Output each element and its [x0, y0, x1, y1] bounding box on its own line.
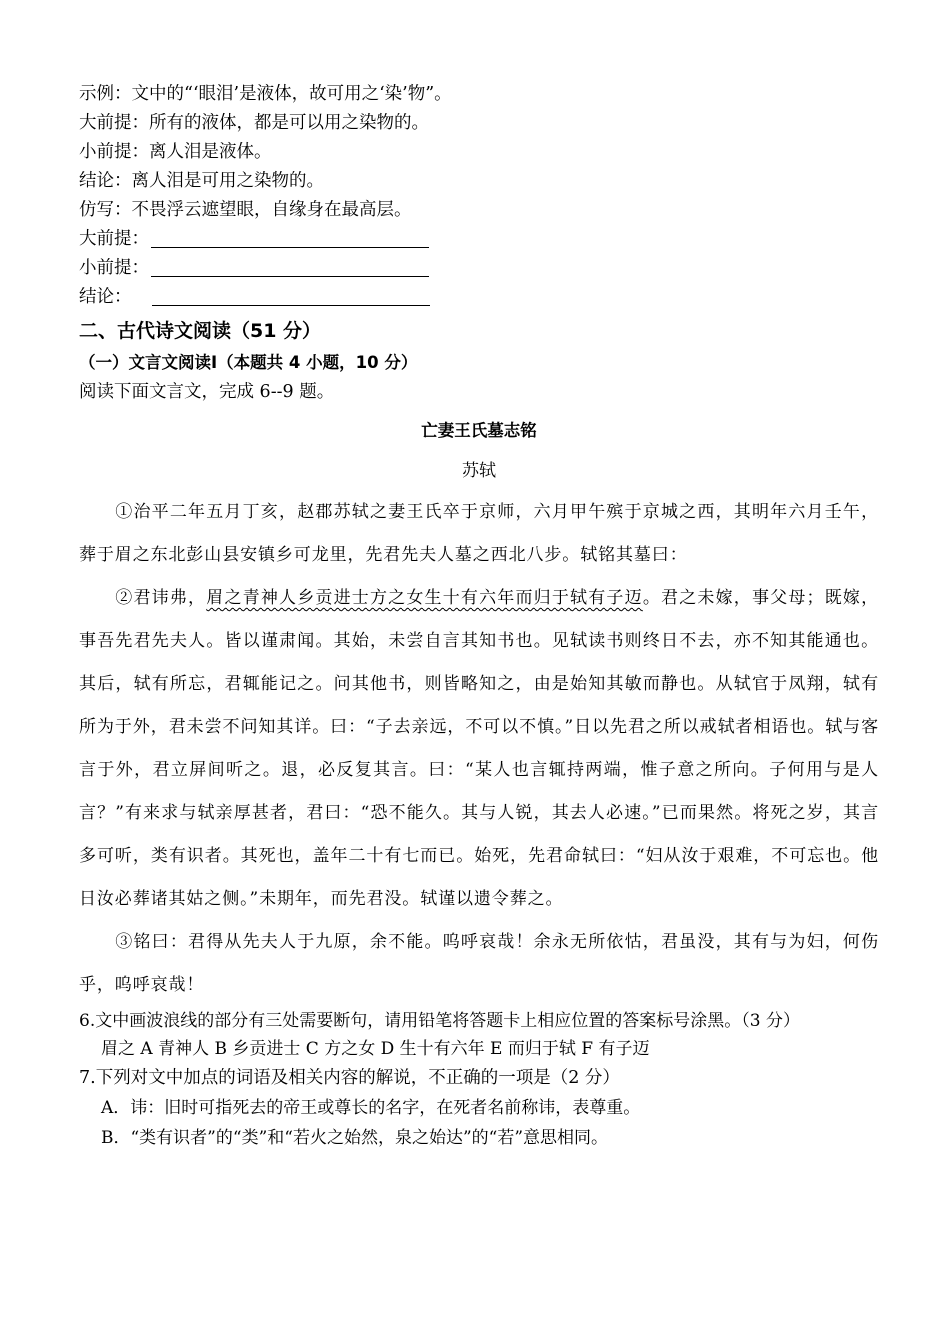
section-subheading: （一）文言文阅读Ⅰ（本题共 4 小题，10 分）: [79, 353, 418, 372]
passage-paragraph-2: [79, 577, 879, 921]
paragraph-2-start: ②君讳弗，: [115, 588, 207, 608]
minor-premise-line: 小前提：离人泪是液体。: [79, 142, 272, 162]
example-line: 示例：文中的“‘眼泪’是液体，故可用之‘染’物”。: [79, 84, 452, 104]
passage-paragraph-1: [79, 491, 879, 577]
imitation-prompt: 仿写：不畏浮云遮望眼，自缘身在最高层。: [79, 200, 412, 220]
question-7: 7.下列对文中加点的词语及相关内容的解说，不正确的一项是（2 分）: [79, 1068, 620, 1088]
major-premise-line: 大前提：所有的液体，都是可以用之染物的。: [79, 113, 429, 133]
passage-title: 亡妻王氏墓志铭: [421, 421, 537, 440]
question-6-options: 眉之 A 青神人 B 乡贡进士 C 方之女 D 生十有六年 E 而归于轼 F 有子迈: [101, 1039, 650, 1059]
minor-premise-blank-row: [79, 254, 879, 283]
paragraph-1-text: ①治平二年五月丁亥，赵郡苏轼之妻王氏卒于京师，六月甲午殡于京城之西，其明年六月壬午，葬于眉之东北彭山县安镇乡可龙里，先君先夫人墓之西北八步。轼铭其墓曰：: [79, 502, 879, 565]
passage-paragraph-3: [79, 921, 879, 1007]
question-6: 6.文中画波浪线的部分有三处需要断句，请用铅笔将答题卡上相应位置的答案标号涂黑。（3 分）: [79, 1011, 800, 1031]
question-7-option-b: B．“类有识者”的“类”和“若火之始然，泉之始达”的“若”意思相同。: [101, 1128, 609, 1148]
major-premise-blank[interactable]: [151, 246, 429, 248]
paragraph-2-rest: 。君之未嫁，事父母；既嫁，事吾先君先夫人。皆以谨肃闻。其始，未尝自言其知书也。见轼读书则终日不去，亦不知其能通也。其后，轼有所忘，君辄能记之。问其他书，则皆略知之，由是始知其敏而静也。从轼官于凤翔，轼有所为于外，君未尝不问知其详。曰：“子去亲远，不可以不慎。”日以先君之所以戒轼者相语也。轼与客言于外，君立屏间听之。退，必反复其言。曰：“某人也言辄持两端，惟子意之所向。子何用与是人言？”有来求与轼亲厚甚者，君曰：“恐不能久。其与人锐，其去人必速。”已而果然。将死之岁，其言多可听，类有识者。其死也，盖年二十有七而已。始死，先君命轼曰：“妇从汝于艰难，不可忘也。他日汝必葬诸其姑之侧。”未期年，而先君没。轼谨以遗令葬之。: [79, 588, 880, 909]
major-premise-label: 大前提：: [79, 229, 149, 249]
section-heading: 二、古代诗文阅读（51 分）: [79, 320, 322, 342]
conclusion-label: 结论：: [79, 287, 132, 307]
minor-premise-label: 小前提：: [79, 258, 149, 278]
question-7-option-a: A．讳：旧时可指死去的帝王或尊长的名字，在死者名前称讳，表尊重。: [101, 1098, 641, 1118]
minor-premise-blank[interactable]: [151, 275, 429, 277]
reading-instruction: 阅读下面文言文，完成 6--9 题。: [79, 382, 335, 402]
wavy-underlined-segment: 眉之青神人乡贡进士方之女生十有六年而归于轼有子迈: [206, 588, 643, 608]
exam-page: [79, 80, 879, 1153]
passage-author: 苏轼: [462, 461, 496, 481]
major-premise-blank-row: [79, 225, 879, 254]
paragraph-3-text: ③铭曰：君得从先夫人于九原，余不能。呜呼哀哉！余永无所依怙，君虽没，其有与为妇，何伤乎，呜呼哀哉！: [79, 932, 879, 995]
conclusion-line: 结论：离人泪是可用之染物的。: [79, 171, 324, 191]
conclusion-blank[interactable]: [152, 304, 430, 306]
conclusion-blank-row: [79, 283, 879, 312]
